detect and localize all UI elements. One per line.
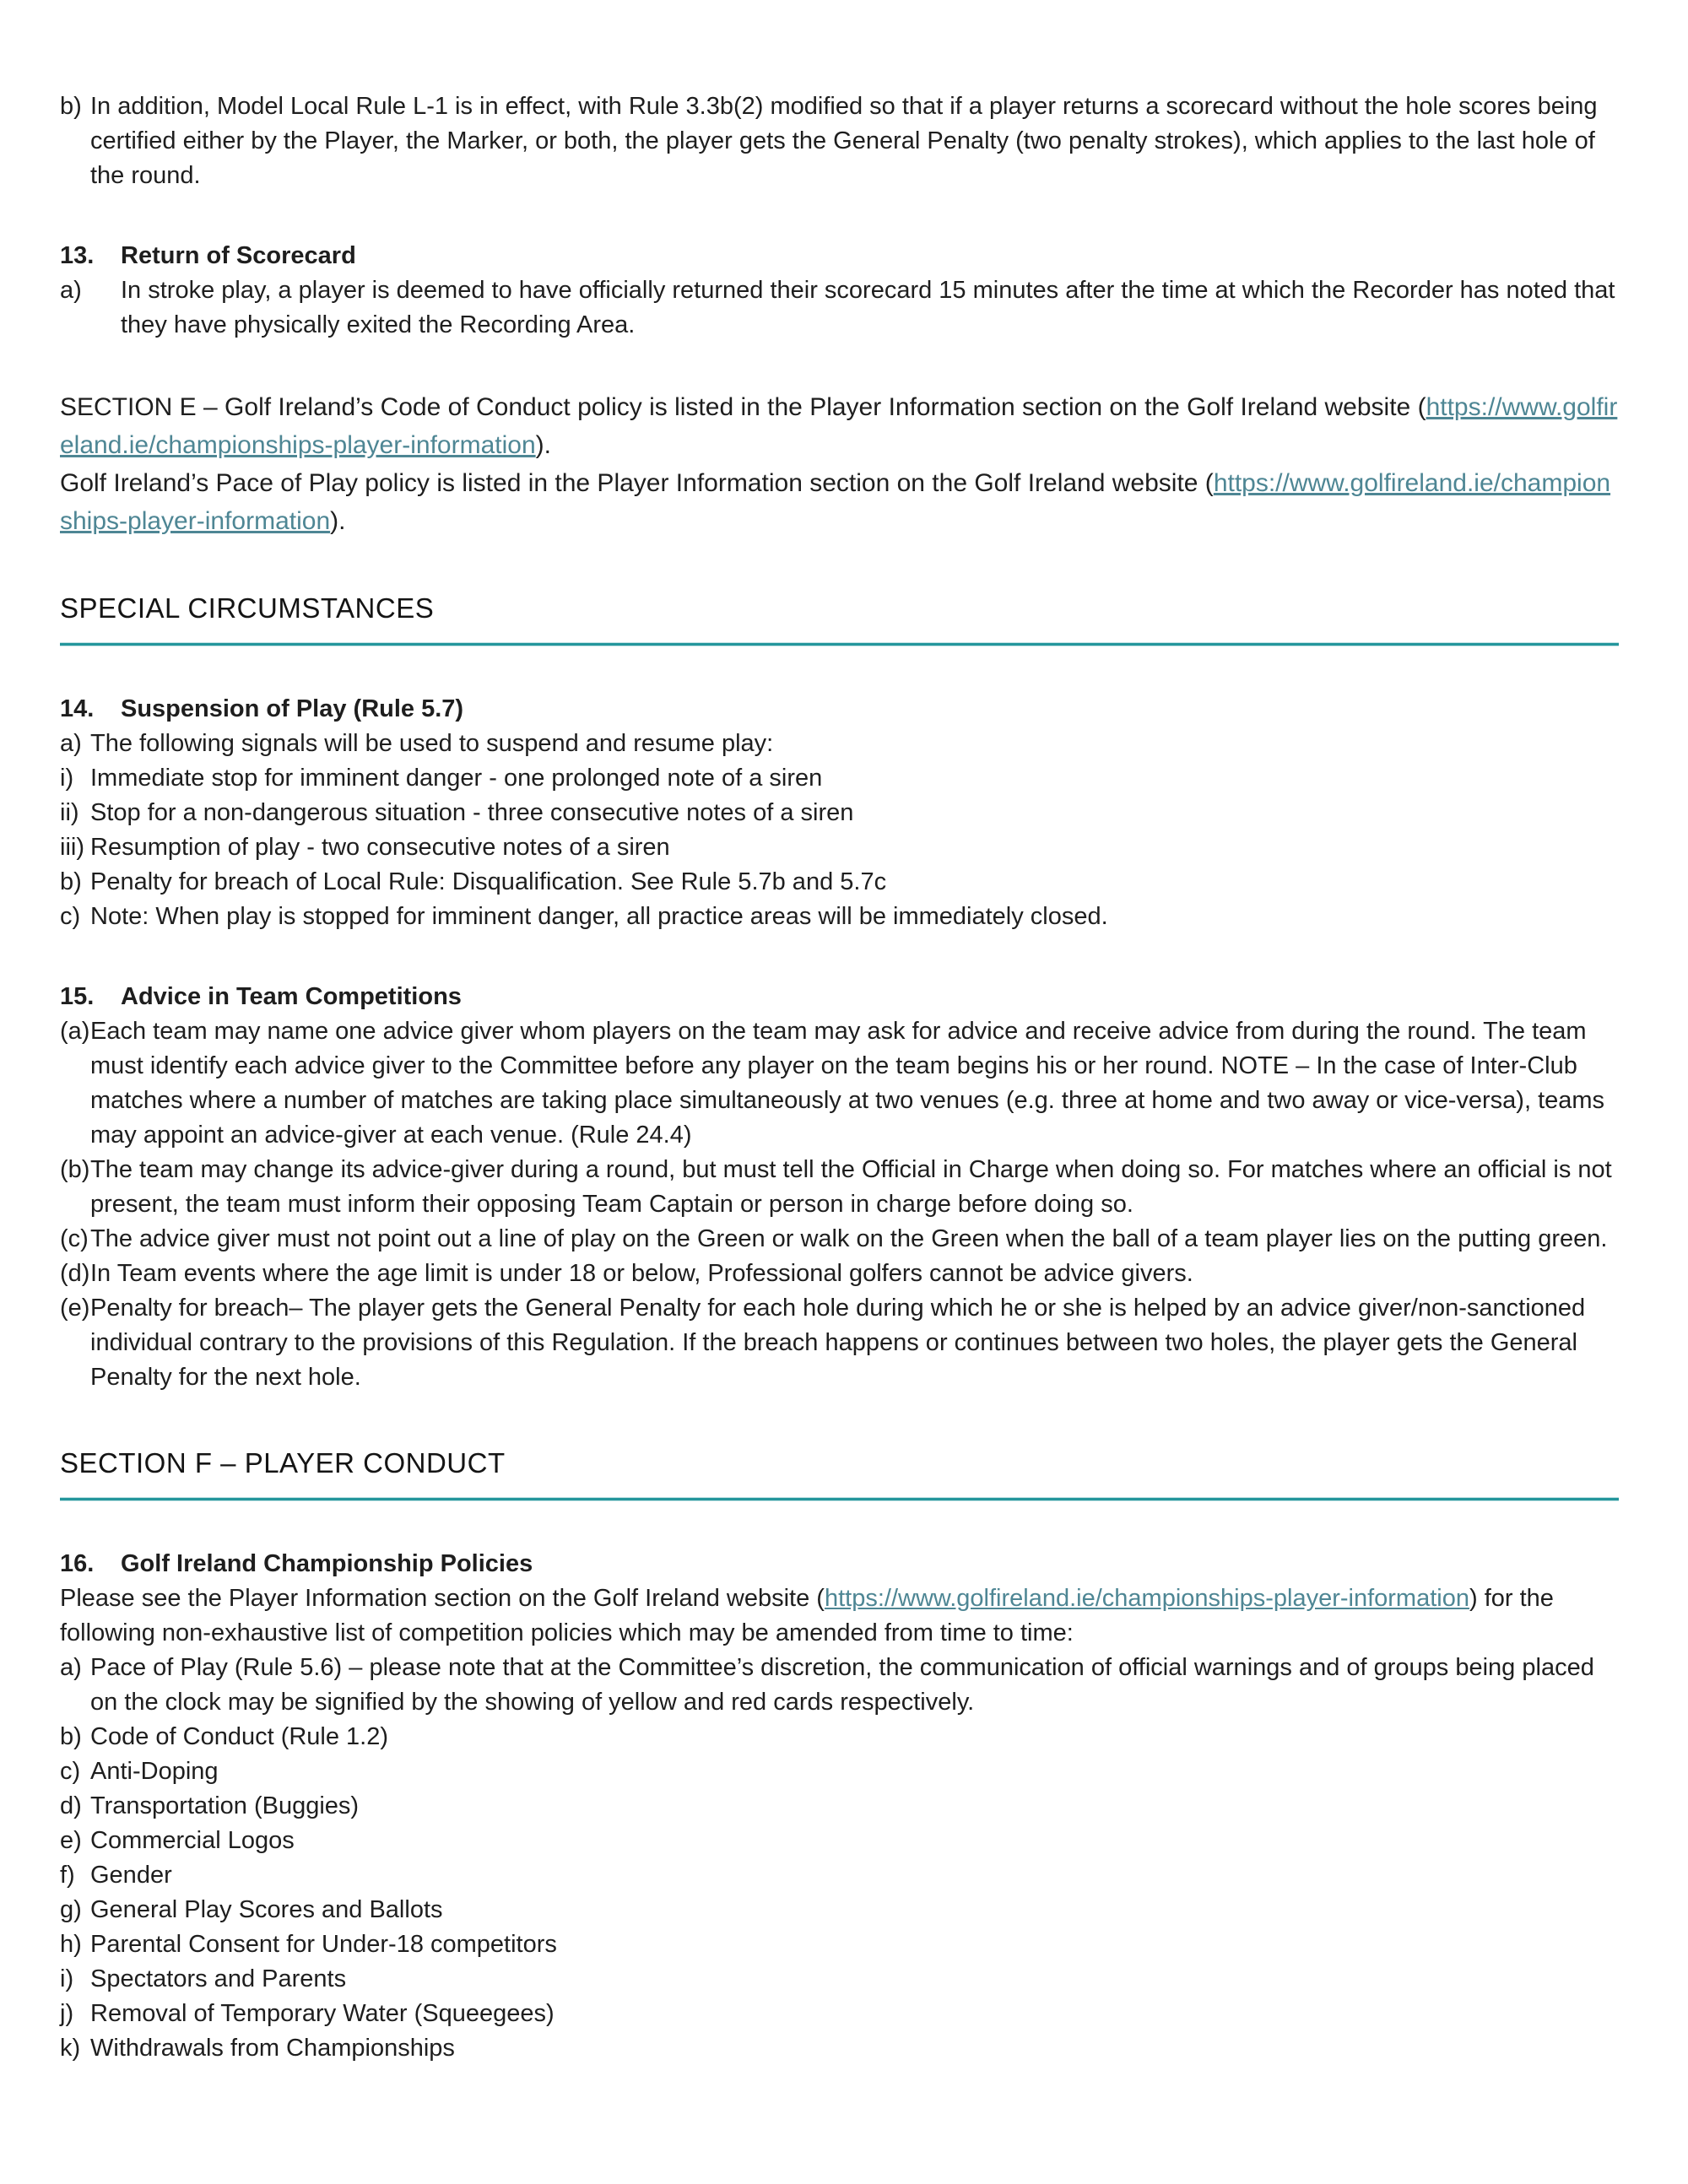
list-marker: c): [60, 903, 81, 930]
list-marker: (a): [60, 1018, 90, 1045]
list-item-text: The following signals will be used to suspend and resume play:: [90, 730, 774, 757]
link-championships-player-information[interactable]: https://www.golfireland.ie/championships-player-information: [824, 1585, 1469, 1612]
list-item-text: Resumption of play - two consecutive notes of a siren: [90, 834, 670, 861]
list-item-text: Spectators and Parents: [90, 1965, 347, 1992]
heading-13-return-of-scorecard: [60, 239, 1622, 273]
list-item-text: The advice giver must not point out a line of play on the Green or walk on the Green when the ball of a team player lies on the putting green.: [90, 1225, 1608, 1252]
heading-title: Suspension of Play (Rule 5.7): [121, 695, 464, 722]
list-item-16k: [60, 2031, 1622, 2066]
list-item-text: In stroke play, a player is deemed to have officially returned their scorecard 15 minutes after the time at which the Recorder has noted that they have physically exited the Recording Area.: [121, 277, 1615, 338]
heading-special-circumstances: SPECIAL CIRCUMSTANCES: [60, 592, 435, 624]
list-item-text: Penalty for breach– The player gets the General Penalty for each hole during which he or she is helped by an advice giver/non-sanctioned individual contrary to the provisions of this Regulation. If the breach happens or continues between two holes, the player gets the General Penalty for the next hole.: [90, 1295, 1586, 1391]
list-item-text: In addition, Model Local Rule L-1 is in effect, with Rule 3.3b(2) modified so that if a player returns a scorecard without the hole scores being certified either by the Player, the Marker, or both, the player gets the General Penalty (two penalty strokes), which applies to the last hole of the round.: [90, 93, 1598, 189]
link-championships-player-information[interactable]: https://www.golfireland.ie/championships-player-information: [60, 469, 1611, 535]
list-item-14-iii: [60, 830, 1622, 865]
section-divider-rule: [60, 642, 1619, 646]
list-item-text: Gender: [90, 1862, 172, 1889]
heading-title: Golf Ireland Championship Policies: [121, 1550, 533, 1577]
list-item-14c: [60, 900, 1622, 934]
list-item-16i: [60, 1962, 1622, 1997]
section-e-pace-of-play-sentence: [60, 464, 1622, 540]
text-run: ) for the following non-exhaustive list of competition policies which may be amended from time to time:: [60, 1585, 1554, 1646]
heading-15-advice-in-team-competitions: [60, 980, 1622, 1014]
link-championships-player-information[interactable]: https://www.golfireland.ie/championships-player-information: [60, 393, 1618, 459]
heading-16-championship-policies: [60, 1547, 1622, 1581]
list-marker: (c): [60, 1225, 89, 1252]
text-run: ).: [535, 431, 551, 459]
list-item-16b: [60, 1720, 1622, 1754]
list-item-16f: [60, 1858, 1622, 1893]
text-run: Please see the Player Information section on the Golf Ireland website (: [60, 1585, 825, 1612]
heading-title: Return of Scorecard: [121, 242, 356, 269]
list-item-16e: [60, 1824, 1622, 1858]
list-item-text: Commercial Logos: [90, 1827, 295, 1854]
list-marker: b): [60, 93, 82, 120]
section-16-intro-paragraph: [60, 1581, 1622, 1651]
heading-number: 15.: [60, 983, 95, 1010]
list-marker: a): [60, 1654, 82, 1681]
list-item-16j: [60, 1997, 1622, 2031]
list-marker: e): [60, 1827, 82, 1854]
list-item-text: Anti-Doping: [90, 1758, 219, 1785]
list-item-text: Penalty for breach of Local Rule: Disqualification. See Rule 5.7b and 5.7c: [90, 868, 887, 895]
section-e-code-of-conduct-sentence: [60, 388, 1622, 464]
list-item-text: The team may change its advice-giver during a round, but must tell the Official in Charge when doing so. For matches where an official is not present, the team must inform their opposing Team Captain or person in charge before doing so.: [90, 1156, 1612, 1218]
list-item-text: General Play Scores and Ballots: [90, 1896, 443, 1923]
list-item-text: Withdrawals from Championships: [90, 2035, 455, 2062]
list-item-text: Parental Consent for Under-18 competitors: [90, 1931, 557, 1958]
heading-number: 13.: [60, 242, 95, 269]
list-item-text: Pace of Play (Rule 5.6) – please note that at the Committee’s discretion, the communication of official warnings and of groups being placed on the clock may be signified by the showing of yellow and red cards respectively.: [90, 1654, 1594, 1716]
heading-section-f-player-conduct: SECTION F – PLAYER CONDUCT: [60, 1447, 506, 1479]
list-item-14-ii: [60, 796, 1622, 830]
list-item-16a: [60, 1651, 1622, 1720]
list-marker: (e): [60, 1295, 90, 1322]
list-marker: (b): [60, 1156, 90, 1183]
list-item-15c: [60, 1222, 1622, 1257]
list-item-b-scorecard-rule: [60, 89, 1622, 193]
list-marker: k): [60, 2035, 81, 2062]
list-item-text: Immediate stop for imminent danger - one prolonged note of a siren: [90, 765, 823, 792]
heading-14-suspension-of-play: [60, 692, 1622, 727]
list-item-14a: [60, 727, 1622, 761]
text-run: ).: [330, 507, 346, 535]
list-item-16g: [60, 1893, 1622, 1927]
list-item-text: Code of Conduct (Rule 1.2): [90, 1723, 389, 1750]
list-item-text: Stop for a non-dangerous situation - three consecutive notes of a siren: [90, 799, 854, 826]
list-marker: ii): [60, 799, 79, 826]
heading-title: Advice in Team Competitions: [121, 983, 462, 1010]
list-item-text: Note: When play is stopped for imminent danger, all practice areas will be immediately closed.: [90, 903, 1108, 930]
list-marker: j): [60, 2000, 74, 2027]
list-item-15a: [60, 1014, 1622, 1153]
list-item-15e: [60, 1291, 1622, 1395]
list-marker: a): [60, 730, 82, 757]
list-item-text: Each team may name one advice giver whom players on the team may ask for advice and receive advice from during the round. The team must identify each advice giver to the Committee before any player on the team begins his or her round. NOTE – In the case of Inter-Club matches where a number of matches are taking place simultaneously at two venues (e.g. three at home and two away or vice-versa), teams may appoint an advice-giver at each venue. (Rule 24.4): [90, 1018, 1605, 1149]
list-marker: f): [60, 1862, 75, 1889]
list-item-text: Removal of Temporary Water (Squeegees): [90, 2000, 555, 2027]
list-marker: i): [60, 1965, 74, 1992]
list-marker: d): [60, 1792, 82, 1819]
list-item-16d: [60, 1789, 1622, 1824]
list-marker: iii): [60, 834, 84, 861]
list-marker: i): [60, 765, 74, 792]
heading-number: 14.: [60, 695, 95, 722]
list-marker: b): [60, 868, 82, 895]
list-marker: c): [60, 1758, 81, 1785]
list-item-text: Transportation (Buggies): [90, 1792, 360, 1819]
list-marker: a): [60, 277, 82, 304]
section-divider-rule: [60, 1497, 1619, 1501]
list-item-15b: [60, 1153, 1622, 1222]
list-item-15d: [60, 1257, 1622, 1291]
text-run: SECTION E – Golf Ireland’s Code of Conduct policy is listed in the Player Information section on the Golf Ireland website (: [60, 393, 1426, 421]
heading-number: 16.: [60, 1550, 95, 1577]
list-item-16c: [60, 1754, 1622, 1789]
list-item-14b: [60, 865, 1622, 900]
list-item-14-i: [60, 761, 1622, 796]
section-e-paragraph: [60, 388, 1622, 540]
list-marker: g): [60, 1896, 82, 1923]
list-item-13a: [60, 273, 1622, 343]
list-marker: (d): [60, 1260, 90, 1287]
text-run: Golf Ireland’s Pace of Play policy is listed in the Player Information section on the Golf Ireland website (: [60, 469, 1214, 497]
list-item-text: In Team events where the age limit is under 18 or below, Professional golfers cannot be advice givers.: [90, 1260, 1193, 1287]
list-item-16h: [60, 1927, 1622, 1962]
list-marker: h): [60, 1931, 82, 1958]
list-marker: b): [60, 1723, 82, 1750]
